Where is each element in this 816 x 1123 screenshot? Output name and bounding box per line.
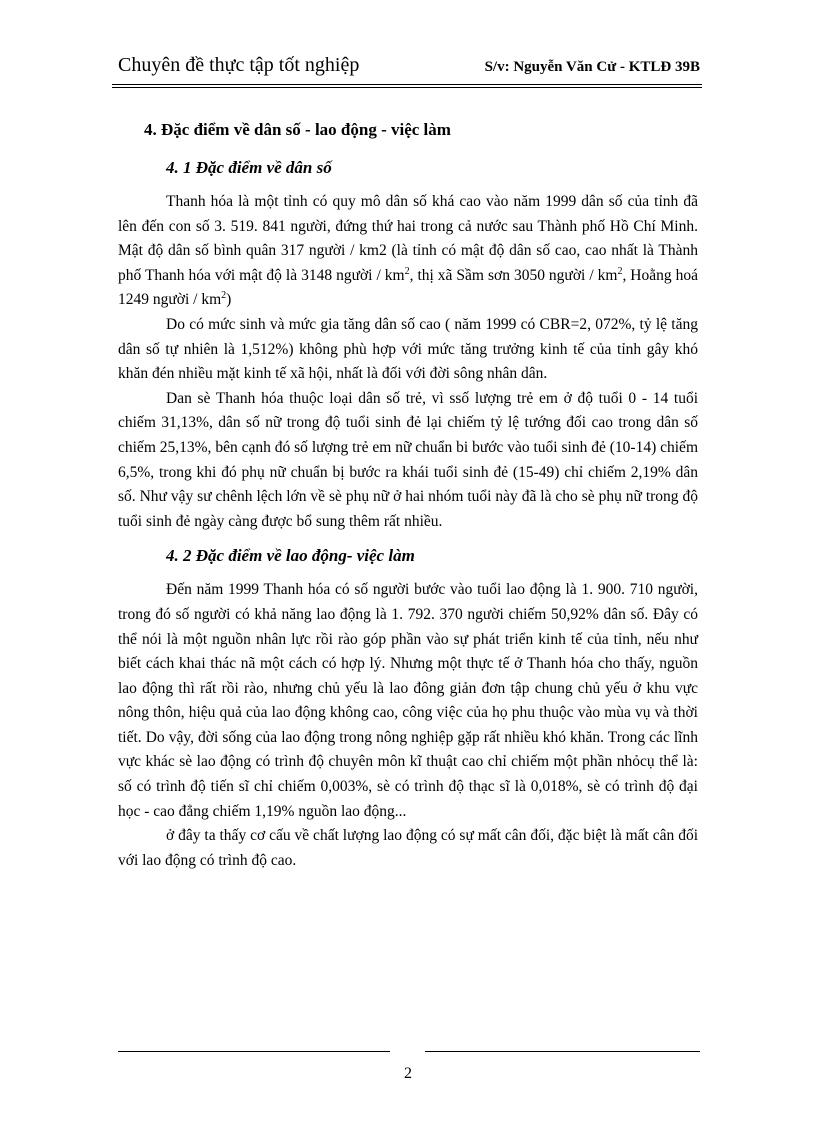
text-run: )	[226, 291, 232, 309]
footer-divider-right	[425, 1051, 700, 1052]
paragraph-labor-quality: ở đây ta thấy cơ cấu về chất lượng lao động có sự mất cân đối, đặc biệt là mất cân đối với lao động có trình độ cao.	[118, 827, 698, 869]
document-title: Chuyên đề thực tập tốt nghiệp	[118, 54, 360, 76]
text-run: Thanh hóa là một tỉnh có quy mô dân số khá cao vào năm 1999 dân số của tỉnh đã lên đến con số 3. 519. 841 người, đứng thứ hai trong cả nước sau Thành phố Hồ Chí Minh. Mật độ dân số bình quân 317 người / km2 (là tỉnh có mật độ dân số cao, cao nhất là Thành phố Thanh hóa với mật độ là 3148 người / km	[118, 193, 698, 284]
subsection-heading-population: 4. 1 Đặc điểm về dân số	[166, 158, 332, 177]
paragraph-age-structure: Dan sè Thanh hóa thuộc loại dân số trẻ, vì ssố lượng trẻ em ở độ tuổi 0 - 14 tuổi chiếm 31,13%, dân số nữ trong độ tuổi sinh đẻ lại chiếm tỷ lệ tướng đối cao trong dân số chiếm 25,13%, bên cạnh đó số lượng trẻ em nữ chuẩn bi bước vào tuổi sinh đẻ (10-14) chiếm 6,5%, trong khi đó phụ nữ chuẩn bị bước ra khái tuổi sinh đẻ (15-49) chỉ chiếm 2,19% dân số. Như vậy sư chênh lệch lớn về sè phụ nữ ở hai nhóm tuổi này đã là cho sè phụ nữ trong độ tuổi sinh đẻ ngày càng được bổ sung thêm rất nhiều.	[118, 389, 698, 530]
paragraph-population-size	[118, 190, 698, 313]
footer-divider-left	[118, 1051, 390, 1052]
page-body	[118, 118, 698, 873]
page-number: 2	[404, 1065, 412, 1082]
superscript: 2	[221, 290, 227, 302]
text-run: , Hoằng hoá 1249 người / km	[118, 266, 698, 309]
superscript: 2	[617, 265, 623, 277]
subsection-heading-labor: 4. 2 Đặc điểm về lao động- việc làm	[166, 546, 415, 566]
superscript: 2	[404, 265, 410, 277]
paragraph-birth-rate: Do có mức sinh và mức gia tăng dân số cao ( năm 1999 có CBR=2, 072%, tỷ lệ tăng dân số tự nhiên là 1,512%) không phù hợp với mức tăng trưởng kinh tế của tỉnh gây khó khăn đén nhiều mặt kinh tế xã hội, nhất là đối với đời sông nhân dân.	[118, 315, 698, 383]
spacer	[118, 534, 698, 544]
author-info: S/v: Nguyễn Văn Cử - KTLĐ 39B	[484, 59, 700, 75]
page-header	[118, 52, 700, 82]
text-run: , thị xã Sầm sơn 3050 người / km	[409, 266, 618, 284]
header-divider	[112, 84, 702, 88]
paragraph-labor-force: Đến năm 1999 Thanh hóa có số người bước vào tuổi lao động là 1. 900. 710 người, trong đó số người có khả năng lao động là 1. 792. 370 người chiếm 50,92% dân số. Đây có thể nói là một nguồn nhân lực rồi rào góp phần vào sự phát triển kinh tế của tỉnh, nếu như biết cách khai thác nã một cách có hợp lý. Nhưng một thực tế ở Thanh hóa cho thấy, nguồn lao động thì rất rồi rào, nhưng chủ yếu là lao đông giản đơn tập chung chủ yếu ở khu vực nông thôn, hiệu quả của lao động không cao, công việc của họ phu thuộc vào mùa vụ và thời tiết. Do vậy, đời sống của lao động trong nông nghiệp gặp rất nhiều khó khăn. Trong các lĩnh vực khác sè lao động có trình độ chuyên môn kĩ thuật cao chỉ chiếm một phần nhỏcụ thể là: số có trình độ tiến sĩ chỉ chiếm 0,003%, sè có trình độ thạc sĩ là 0,018%, sè có trình độ đại học - cao đẳng chiếm 1,19% nguồn lao động...	[118, 581, 698, 820]
section-heading: 4. Đặc điểm về dân số - lao động - việc làm	[144, 120, 451, 139]
